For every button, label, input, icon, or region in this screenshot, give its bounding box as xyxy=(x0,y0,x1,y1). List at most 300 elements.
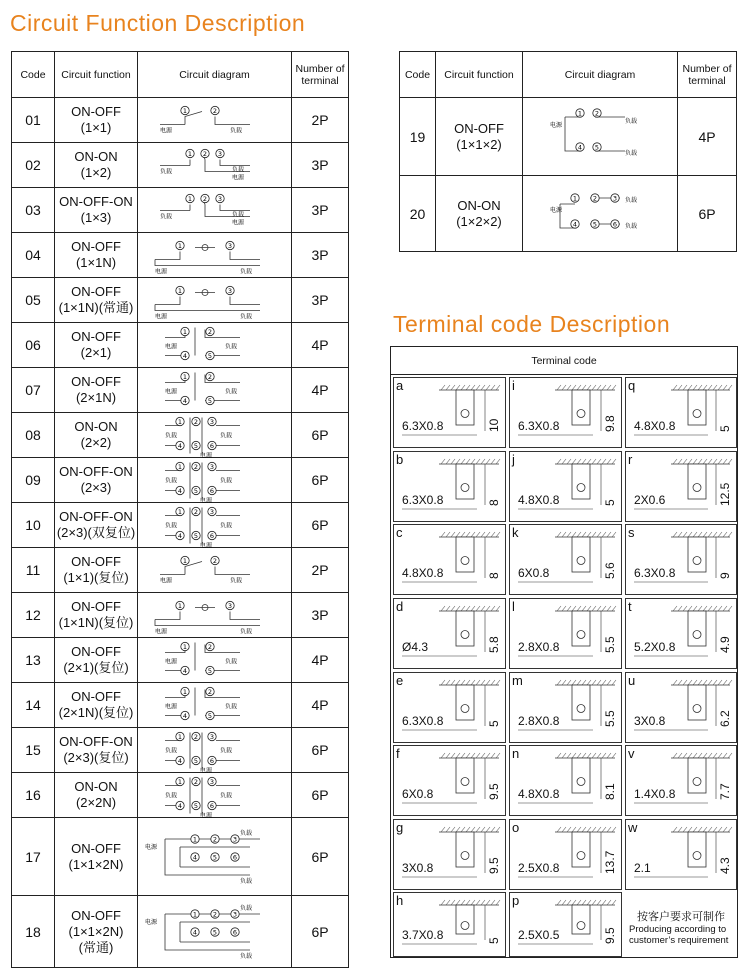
svg-text:1: 1 xyxy=(177,507,182,516)
row-diagram xyxy=(138,143,292,188)
terminal-dimension: 4.9 xyxy=(718,635,732,653)
svg-text:电源: 电源 xyxy=(550,206,563,214)
terminal-letter: h xyxy=(396,893,404,908)
function-line: (1×2) xyxy=(80,165,112,180)
svg-text:电源: 电源 xyxy=(154,313,167,320)
terminal-drawing xyxy=(626,746,738,817)
svg-text:4: 4 xyxy=(177,801,182,810)
terminal-dimension: 8 xyxy=(487,498,501,506)
terminal-letter: c xyxy=(396,525,403,540)
terminal-size: 3.7X0.8 xyxy=(402,928,444,942)
circuit-diagram xyxy=(140,236,290,275)
circuit-function-table-2 xyxy=(399,51,737,252)
function-line: ON-OFF xyxy=(71,840,121,856)
svg-text:1: 1 xyxy=(577,109,583,117)
svg-text:5: 5 xyxy=(193,486,198,495)
row-diagram xyxy=(138,503,292,548)
svg-text:负载: 负载 xyxy=(239,904,252,912)
svg-text:1: 1 xyxy=(182,106,187,115)
table-row xyxy=(400,98,737,176)
row-diagram xyxy=(138,458,292,503)
header-code: Code xyxy=(12,52,55,98)
terminal-size: 2.5X0.8 xyxy=(518,861,560,875)
svg-text:2: 2 xyxy=(207,372,212,381)
terminal-letter: v xyxy=(628,746,635,761)
row-code: 02 xyxy=(12,143,55,188)
terminal-drawing xyxy=(510,452,623,523)
function-line: (1×1) xyxy=(80,120,112,135)
row-diagram xyxy=(138,98,292,143)
row-function xyxy=(55,233,138,278)
svg-text:4: 4 xyxy=(182,711,187,720)
terminal-drawing xyxy=(394,820,507,891)
row-function xyxy=(55,728,138,773)
svg-text:2: 2 xyxy=(212,106,217,115)
svg-text:2: 2 xyxy=(202,149,207,158)
terminal-grid-header: Terminal code xyxy=(391,347,737,375)
svg-text:负载: 负载 xyxy=(231,211,244,218)
terminal-drawing xyxy=(394,673,507,744)
terminal-drawing xyxy=(626,525,738,596)
row-code: 19 xyxy=(400,98,436,176)
svg-text:1: 1 xyxy=(182,327,187,336)
row-terminals: 6P xyxy=(292,896,349,968)
svg-text:5: 5 xyxy=(212,928,217,936)
row-code: 16 xyxy=(12,773,55,818)
terminal-drawing xyxy=(626,378,738,449)
terminal-letter: w xyxy=(628,820,638,835)
terminal-letter: k xyxy=(512,525,519,540)
terminal-size: Ø4.3 xyxy=(402,640,429,654)
terminal-cell-k xyxy=(509,524,622,595)
terminal-cell-n xyxy=(509,745,622,816)
svg-text:负载: 负载 xyxy=(239,877,252,885)
svg-text:1: 1 xyxy=(182,372,187,381)
circuit-diagram xyxy=(140,506,290,549)
svg-text:电源: 电源 xyxy=(144,843,157,851)
svg-text:负载: 负载 xyxy=(164,747,177,754)
function-line: ON-OFF xyxy=(71,329,121,344)
row-function xyxy=(55,683,138,728)
circuit-diagram xyxy=(140,641,290,680)
svg-text:4: 4 xyxy=(192,928,197,936)
function-line: (2×3)(复位) xyxy=(63,750,129,765)
terminal-cell-o xyxy=(509,819,622,890)
function-line: ON-ON xyxy=(74,779,118,794)
terminal-drawing xyxy=(626,820,738,891)
svg-text:电源: 电源 xyxy=(159,127,172,134)
terminal-size: 2.5X0.5 xyxy=(518,928,560,942)
terminal-cell-c xyxy=(393,524,506,595)
svg-text:2: 2 xyxy=(207,642,212,651)
svg-text:2: 2 xyxy=(202,194,207,203)
terminal-letter: j xyxy=(512,452,515,467)
terminal-drawing xyxy=(510,893,623,958)
function-line: ON-OFF xyxy=(71,374,121,389)
terminal-dimension: 5 xyxy=(487,936,501,944)
circuit-diagram xyxy=(140,899,290,965)
svg-text:5: 5 xyxy=(207,711,212,720)
terminal-letter: a xyxy=(396,378,404,393)
svg-text:电源: 电源 xyxy=(199,497,212,504)
row-diagram xyxy=(138,188,292,233)
row-diagram xyxy=(523,98,678,176)
svg-text:负载: 负载 xyxy=(219,522,232,529)
note-english-line1: Producing according to xyxy=(629,924,727,935)
row-terminals: 6P xyxy=(292,458,349,503)
function-line: ON-OFF xyxy=(71,644,121,659)
svg-text:1: 1 xyxy=(572,194,578,202)
row-diagram xyxy=(523,176,678,252)
row-code: 01 xyxy=(12,98,55,143)
header-function: Circuit function xyxy=(436,52,523,98)
terminal-letter: p xyxy=(512,893,520,908)
circuit-diagram xyxy=(525,179,675,249)
row-terminals: 3P xyxy=(292,188,349,233)
function-line: ON-OFF xyxy=(71,239,121,254)
row-function xyxy=(55,458,138,503)
row-terminals: 6P xyxy=(292,818,349,896)
row-function xyxy=(55,98,138,143)
svg-text:负载: 负载 xyxy=(239,313,252,320)
terminal-letter: l xyxy=(512,599,515,614)
terminal-letter: n xyxy=(512,746,520,761)
terminal-letter: r xyxy=(628,452,633,467)
svg-text:电源: 电源 xyxy=(231,219,244,226)
row-terminals: 6P xyxy=(678,176,737,252)
terminal-size: 2.1 xyxy=(634,861,651,875)
svg-text:1: 1 xyxy=(177,601,182,610)
function-line: ON-ON xyxy=(74,419,118,434)
svg-text:5: 5 xyxy=(212,853,217,861)
svg-text:4: 4 xyxy=(182,666,187,675)
row-terminals: 6P xyxy=(292,503,349,548)
terminal-cell-g xyxy=(393,819,506,890)
svg-text:5: 5 xyxy=(592,220,598,228)
terminal-drawing xyxy=(510,746,623,817)
terminal-dimension: 5.5 xyxy=(603,709,617,727)
terminal-dimension: 9.5 xyxy=(487,856,501,874)
function-line: ON-ON xyxy=(74,149,118,164)
svg-text:4: 4 xyxy=(182,351,187,360)
row-function xyxy=(436,98,523,176)
row-function xyxy=(55,413,138,458)
terminal-drawing xyxy=(510,378,623,449)
terminal-dimension: 5.6 xyxy=(603,561,617,579)
row-terminals: 4P xyxy=(292,368,349,413)
terminal-dimension: 13.7 xyxy=(603,850,617,874)
row-code: 07 xyxy=(12,368,55,413)
header-diagram: Circuit diagram xyxy=(138,52,292,98)
svg-text:负载: 负载 xyxy=(164,477,177,484)
row-code: 13 xyxy=(12,638,55,683)
svg-text:4: 4 xyxy=(192,853,197,861)
svg-text:电源: 电源 xyxy=(144,918,157,926)
terminal-dimension: 4.3 xyxy=(718,856,732,874)
function-line: (2×3)(双复位) xyxy=(56,525,136,540)
terminal-letter: b xyxy=(396,452,404,467)
svg-text:5: 5 xyxy=(193,441,198,450)
circuit-diagram xyxy=(140,461,290,504)
terminal-code-title: Terminal code Description xyxy=(393,311,671,337)
terminal-drawing xyxy=(510,673,623,744)
svg-text:电源: 电源 xyxy=(154,268,167,275)
terminal-drawing xyxy=(394,378,507,449)
terminal-cell-m xyxy=(509,672,622,743)
row-code: 11 xyxy=(12,548,55,593)
function-line: (1×2×2) xyxy=(456,213,502,229)
row-code: 14 xyxy=(12,683,55,728)
svg-text:2: 2 xyxy=(193,462,198,471)
circuit-function-table xyxy=(11,51,349,968)
function-line: ON-OFF xyxy=(71,554,121,569)
svg-text:3: 3 xyxy=(232,910,237,918)
terminal-letter: e xyxy=(396,673,404,688)
svg-text:6: 6 xyxy=(209,486,214,495)
svg-text:负载: 负载 xyxy=(224,343,237,350)
terminal-dimension: 5 xyxy=(487,719,501,727)
svg-text:6: 6 xyxy=(209,801,214,810)
svg-text:负载: 负载 xyxy=(224,388,237,395)
svg-text:负载: 负载 xyxy=(239,628,252,635)
svg-text:电源: 电源 xyxy=(164,388,177,395)
svg-text:3: 3 xyxy=(209,417,214,426)
circuit-diagram xyxy=(140,416,290,459)
terminal-dimension: 12.5 xyxy=(718,482,732,506)
row-code: 10 xyxy=(12,503,55,548)
terminal-letter: f xyxy=(396,746,400,761)
svg-text:4: 4 xyxy=(182,396,187,405)
row-function xyxy=(55,323,138,368)
circuit-diagram xyxy=(140,596,290,635)
terminal-size: 6X0.8 xyxy=(518,566,550,580)
function-line: ON-OFF xyxy=(71,104,121,119)
terminal-size: 4.8X0.8 xyxy=(518,493,560,507)
row-function xyxy=(55,896,138,968)
row-function xyxy=(55,143,138,188)
svg-text:2: 2 xyxy=(207,327,212,336)
terminal-size: 6.3X0.8 xyxy=(634,566,676,580)
terminal-dimension: 9 xyxy=(718,571,732,579)
function-line: (常通) xyxy=(78,939,114,955)
row-diagram xyxy=(138,278,292,323)
note-english-line2: customer’s requirement xyxy=(629,935,729,946)
svg-text:1: 1 xyxy=(177,732,182,741)
row-diagram xyxy=(138,233,292,278)
circuit-diagram xyxy=(140,191,290,230)
svg-text:3: 3 xyxy=(209,777,214,786)
terminal-drawing xyxy=(394,525,507,596)
custom-note-cell xyxy=(625,892,737,957)
terminal-cell-u xyxy=(625,672,737,743)
row-function xyxy=(55,548,138,593)
svg-text:3: 3 xyxy=(612,194,618,202)
svg-text:电源: 电源 xyxy=(199,452,212,459)
svg-text:负载: 负载 xyxy=(239,829,252,837)
svg-text:电源: 电源 xyxy=(199,812,212,819)
terminal-dimension: 10 xyxy=(487,418,501,432)
svg-text:负载: 负载 xyxy=(159,213,172,220)
row-diagram xyxy=(138,818,292,896)
circuit-diagram xyxy=(140,371,290,410)
terminal-letter: m xyxy=(512,673,523,688)
function-line: ON-OFF xyxy=(71,907,121,923)
function-line: (1×1×2) xyxy=(456,136,502,152)
svg-text:1: 1 xyxy=(187,194,192,203)
row-function xyxy=(55,773,138,818)
row-terminals: 4P xyxy=(678,98,737,176)
terminal-size: 2.8X0.8 xyxy=(518,640,560,654)
function-line: (1×1N) xyxy=(75,255,117,270)
terminal-dimension: 5 xyxy=(603,498,617,506)
row-terminals: 2P xyxy=(292,548,349,593)
svg-text:2: 2 xyxy=(212,556,217,565)
terminal-dimension: 7.7 xyxy=(718,782,732,800)
row-terminals: 4P xyxy=(292,683,349,728)
table-row xyxy=(12,503,349,548)
svg-text:2: 2 xyxy=(212,910,217,918)
terminal-dimension: 5.8 xyxy=(487,635,501,653)
row-diagram xyxy=(138,728,292,773)
svg-text:电源: 电源 xyxy=(154,628,167,635)
function-line: ON-OFF-ON xyxy=(59,734,133,749)
svg-text:负载: 负载 xyxy=(164,792,177,799)
terminal-dimension: 5.5 xyxy=(603,635,617,653)
svg-text:5: 5 xyxy=(193,756,198,765)
table-row xyxy=(12,593,349,638)
row-diagram xyxy=(138,548,292,593)
svg-text:3: 3 xyxy=(227,241,232,250)
terminal-size: 5.2X0.8 xyxy=(634,640,676,654)
svg-text:2: 2 xyxy=(207,687,212,696)
table-row xyxy=(12,233,349,278)
terminal-dimension: 5 xyxy=(718,424,732,432)
svg-text:负载: 负载 xyxy=(229,127,242,134)
row-code: 15 xyxy=(12,728,55,773)
terminal-dimension: 9.8 xyxy=(603,414,617,432)
terminal-cell-j xyxy=(509,451,622,522)
svg-text:3: 3 xyxy=(227,286,232,295)
row-terminals: 4P xyxy=(292,323,349,368)
row-code: 20 xyxy=(400,176,436,252)
svg-text:6: 6 xyxy=(209,756,214,765)
function-line: (2×3) xyxy=(80,480,112,495)
table-row xyxy=(12,683,349,728)
terminal-cell-p xyxy=(509,892,622,957)
svg-text:5: 5 xyxy=(207,351,212,360)
svg-text:负载: 负载 xyxy=(224,703,237,710)
svg-text:4: 4 xyxy=(577,143,583,151)
svg-text:4: 4 xyxy=(177,756,182,765)
row-diagram xyxy=(138,896,292,968)
circuit-diagram xyxy=(140,326,290,365)
function-line: (1×1×2N) xyxy=(68,856,124,872)
svg-text:电源: 电源 xyxy=(159,577,172,584)
terminal-drawing xyxy=(394,746,507,817)
svg-text:5: 5 xyxy=(193,801,198,810)
terminal-cell-r xyxy=(625,451,737,522)
terminal-drawing xyxy=(510,525,623,596)
svg-text:负载: 负载 xyxy=(625,196,638,204)
row-code: 17 xyxy=(12,818,55,896)
terminal-size: 6.3X0.8 xyxy=(402,493,444,507)
svg-text:负载: 负载 xyxy=(219,432,232,439)
svg-text:1: 1 xyxy=(177,462,182,471)
svg-text:3: 3 xyxy=(217,194,222,203)
row-terminals: 3P xyxy=(292,143,349,188)
function-line: ON-OFF-ON xyxy=(59,194,133,209)
svg-text:1: 1 xyxy=(182,556,187,565)
function-line: (2×2N) xyxy=(75,795,117,810)
svg-text:5: 5 xyxy=(594,143,600,151)
svg-text:电源: 电源 xyxy=(164,658,177,665)
svg-text:2: 2 xyxy=(193,777,198,786)
terminal-size: 2X0.6 xyxy=(634,493,666,507)
svg-text:6: 6 xyxy=(209,531,214,540)
row-terminals: 4P xyxy=(292,638,349,683)
terminal-size: 3X0.8 xyxy=(402,861,434,875)
terminal-letter: u xyxy=(628,673,636,688)
svg-text:1: 1 xyxy=(182,642,187,651)
table-row xyxy=(400,176,737,252)
row-terminals: 6P xyxy=(292,773,349,818)
function-line: (2×2) xyxy=(80,435,112,450)
svg-text:负载: 负载 xyxy=(239,268,252,275)
terminal-size: 3X0.8 xyxy=(634,714,666,728)
terminal-cell-e xyxy=(393,672,506,743)
table-row xyxy=(12,638,349,683)
terminal-size: 6.3X0.8 xyxy=(518,419,560,433)
function-line: ON-OFF xyxy=(454,120,504,136)
svg-text:5: 5 xyxy=(207,396,212,405)
table-row xyxy=(12,98,349,143)
terminal-cell-h xyxy=(393,892,506,957)
row-function xyxy=(55,593,138,638)
row-terminals: 3P xyxy=(292,593,349,638)
terminal-letter: t xyxy=(628,599,632,614)
svg-text:负载: 负载 xyxy=(159,168,172,175)
row-function xyxy=(55,188,138,233)
table-row xyxy=(12,773,349,818)
row-diagram xyxy=(138,413,292,458)
terminal-letter: d xyxy=(396,599,404,614)
row-function xyxy=(55,818,138,896)
terminal-cell-s xyxy=(625,524,737,595)
header-function: Circuit function xyxy=(55,52,138,98)
circuit-diagram xyxy=(140,101,290,140)
function-line: ON-OFF xyxy=(71,284,121,299)
svg-text:6: 6 xyxy=(232,928,237,936)
svg-text:负载: 负载 xyxy=(164,522,177,529)
terminal-cell-q xyxy=(625,377,737,448)
svg-text:负载: 负载 xyxy=(231,166,244,173)
terminal-cell-a xyxy=(393,377,506,448)
svg-text:5: 5 xyxy=(207,666,212,675)
function-line: ON-OFF-ON xyxy=(59,464,133,479)
table-row xyxy=(12,323,349,368)
table-row xyxy=(12,896,349,968)
function-line: (1×1N)(复位) xyxy=(58,615,134,630)
terminal-cell-w xyxy=(625,819,737,890)
terminal-drawing xyxy=(626,599,738,670)
terminal-size: 4.8X0.8 xyxy=(402,566,444,580)
svg-text:1: 1 xyxy=(187,149,192,158)
svg-text:3: 3 xyxy=(209,732,214,741)
terminal-letter: q xyxy=(628,378,636,393)
terminal-letter: i xyxy=(512,378,515,393)
row-function xyxy=(55,503,138,548)
row-terminals: 3P xyxy=(292,278,349,323)
